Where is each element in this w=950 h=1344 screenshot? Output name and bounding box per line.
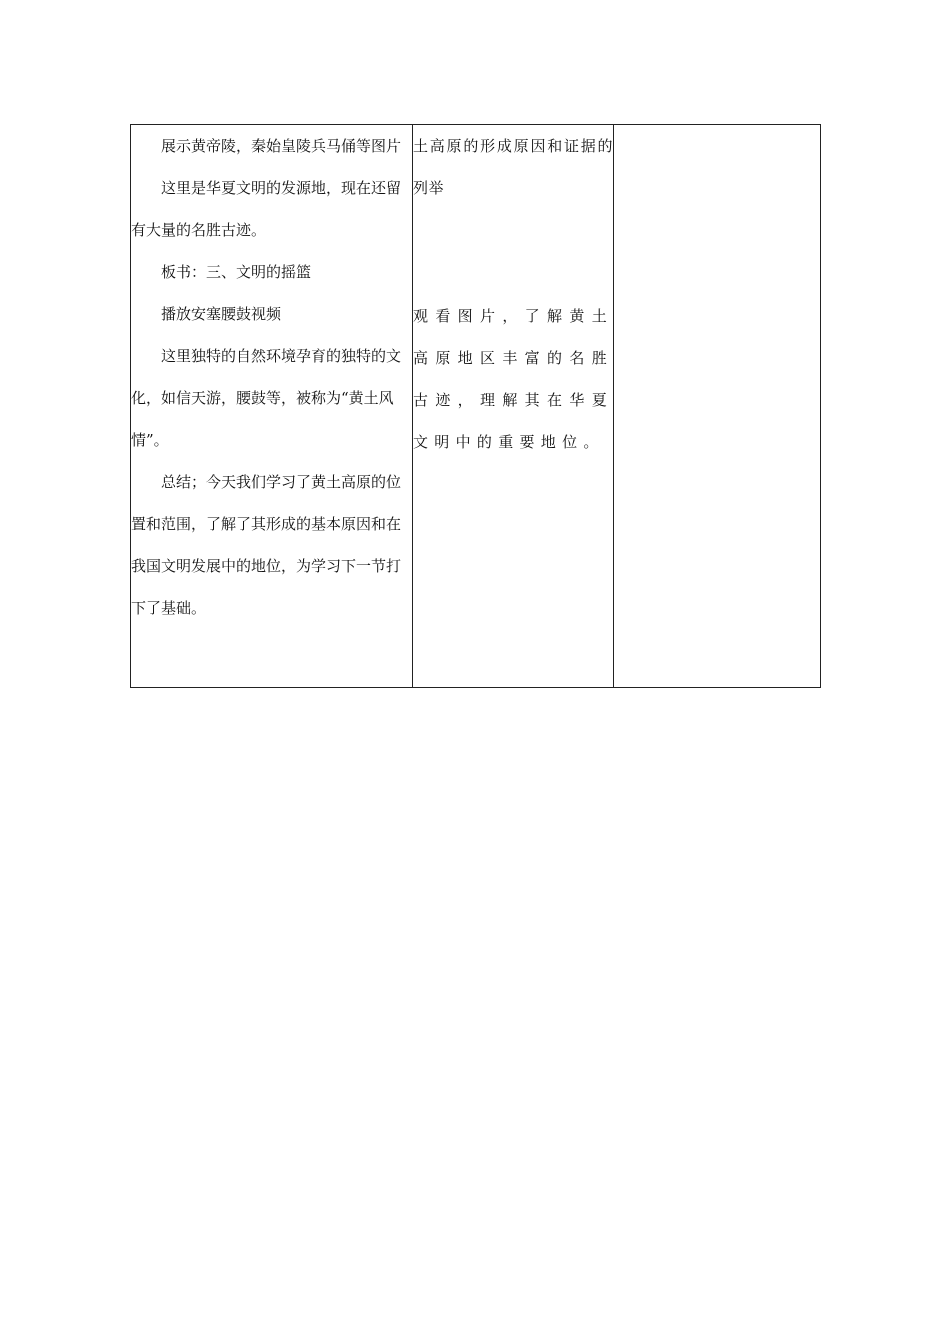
paragraph-board-title: 板书：三、文明的摇篮 <box>161 263 312 281</box>
paragraph-summary: 总结；今天我们学习了黄土高原的位置和范围，了解了其形成的基本原因和在我国文明发展中的地位，为学习下一节打下了基础。 <box>131 473 402 617</box>
table-row <box>131 125 821 688</box>
student-activity-cell <box>413 125 614 688</box>
teacher-activity-cell <box>131 125 413 688</box>
paragraph-unique-culture: 这里独特的自然环境孕育的独特的文化，如信天游，腰鼓等，被称为“黄土风情”。 <box>131 347 402 449</box>
paragraph-view-images: 观看图片，了解黄土高原地区丰富的名胜古迹，理解其在华夏文明中的重要地位。 <box>413 307 613 451</box>
spacer <box>413 209 613 295</box>
paragraph-civilization-origin: 这里是华夏文明的发源地，现在还留有大量的名胜古迹。 <box>131 179 402 239</box>
paragraph-play-video: 播放安塞腰鼓视频 <box>161 305 282 323</box>
notes-cell <box>614 125 821 688</box>
paragraph-formation-evidence: 土高原的形成原因和证据的列举 <box>413 137 613 197</box>
paragraph-show-images: 展示黄帝陵，秦始皇陵兵马俑等图片 <box>161 137 402 155</box>
lesson-table <box>130 124 821 688</box>
